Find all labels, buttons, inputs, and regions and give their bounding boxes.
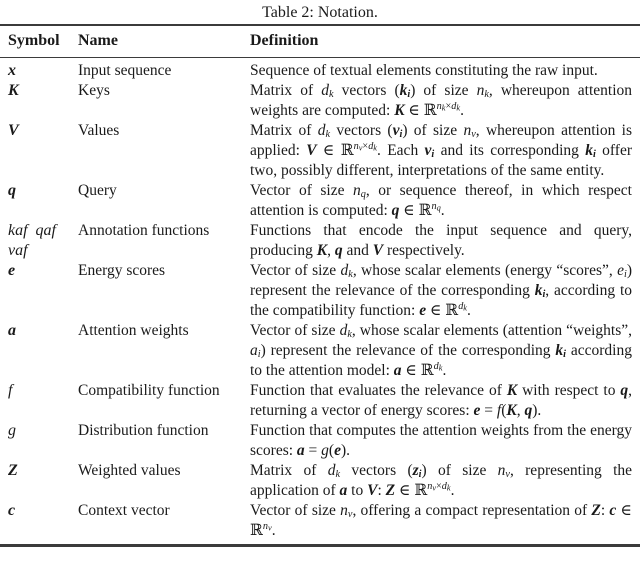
name-cell: Query — [78, 182, 117, 199]
column-header-definition: Definition — [250, 25, 640, 58]
table-row — [0, 221, 640, 261]
name-cell: Attention weights — [78, 322, 189, 339]
symbol-cell: e — [8, 262, 16, 279]
name-cell: Annotation functions — [78, 222, 210, 239]
definition-cell: Matrix of $d_k$ vectors $(z_i)$ of size $n_v$, representing the application of a to V: Z ∈ ℝ$^{n_v\times d_k}$. — [250, 462, 633, 499]
name-cell: Context vector — [78, 502, 170, 519]
symbol-cell: a — [8, 322, 16, 339]
symbol-cell: kaf qaf vaf — [8, 222, 56, 259]
definition-cell: Vector of size $d_k$, whose scalar elements (energy “scores”, $e_i$) represent the relevance of the corresponding $k_i$, according to the compatibility function: e ∈ ℝ$^{d_k}$. — [250, 262, 633, 319]
table-caption: Table 2: Notation. — [262, 4, 378, 21]
header-row — [0, 25, 640, 58]
table-row — [0, 181, 640, 221]
symbol-cell: K — [8, 82, 19, 99]
symbol-cell: x — [8, 62, 16, 79]
definition-cell: Vector of size $n_v$, offering a compact representation of Z: c ∈ ℝ$^{n_v}$. — [250, 502, 632, 539]
table-body — [0, 58, 640, 546]
name-cell: Input sequence — [78, 62, 172, 79]
name-cell: Distribution function — [78, 422, 209, 439]
column-header-symbol: Symbol — [0, 25, 78, 58]
definition-cell: Functions that encode the input sequence and query, producing K, q and V respectively. — [250, 222, 632, 259]
notation-table — [0, 24, 640, 547]
table-row — [0, 321, 640, 381]
definition-cell: Vector of size $d_k$, whose scalar elements (attention “weights”, $a_i$) represent the relevance of the corresponding $k_i$ according to the attention model: a ∈ ℝ$^{d_k}$. — [250, 322, 632, 379]
table-row — [0, 261, 640, 321]
symbol-cell: f — [8, 382, 13, 399]
definition-cell: Function that evaluates the relevance of K with respect to q, returning a vector of energy scores: e = f(K, q). — [250, 382, 632, 419]
table-row — [0, 421, 640, 461]
symbol-cell: q — [8, 182, 16, 199]
symbol-cell: g — [8, 422, 16, 439]
definition-cell: Matrix of $d_k$ vectors $(k_i)$ of size $n_k$, whereupon attention weights are computed: K ∈ ℝ$^{n_k\times d_k}$. — [250, 82, 633, 119]
symbol-cell: V — [8, 122, 19, 139]
definition-cell: Function that computes the attention weights from the energy scores: a = g(e). — [250, 422, 632, 459]
definition-cell: Vector of size $n_q$, or sequence thereof, in which respect attention is computed: q ∈ ℝ$^{n_q}$. — [250, 182, 632, 219]
table-row — [0, 121, 640, 181]
table-row — [0, 461, 640, 501]
symbol-cell: c — [8, 502, 16, 519]
table-row — [0, 81, 640, 121]
name-cell: Energy scores — [78, 262, 166, 279]
definition-cell: Sequence of textual elements constituting the raw input. — [250, 62, 598, 79]
name-cell: Compatibility function — [78, 382, 220, 399]
table-row — [0, 501, 640, 546]
name-cell: Keys — [78, 82, 110, 99]
name-cell: Weighted values — [78, 462, 181, 479]
table-row — [0, 381, 640, 421]
column-header-name: Name — [78, 25, 250, 58]
table-row — [0, 58, 640, 82]
symbol-cell: Z — [8, 462, 18, 479]
name-cell: Values — [78, 122, 120, 139]
definition-cell: Matrix of $d_k$ vectors $(v_i)$ of size $n_v$, whereupon attention is applied: V ∈ ℝ$^{n_v\times d_k}$. Each $v_i$ and its corresponding $k_i$ offer two, possibly different, interpretations of the same entity. — [250, 122, 633, 179]
